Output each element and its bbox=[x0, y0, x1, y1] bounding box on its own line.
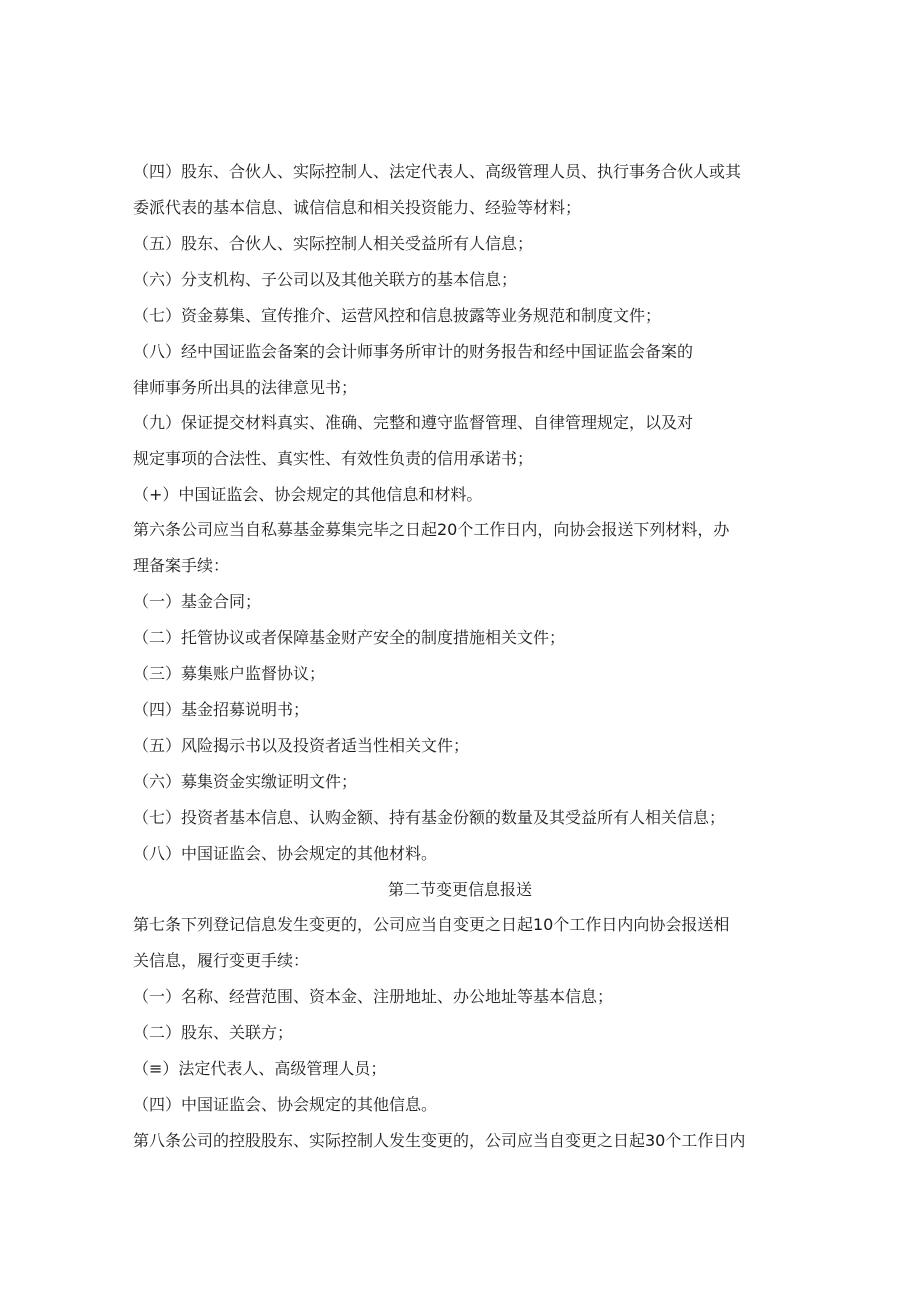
clause-item-9: （九）保证提交材料真实、准确、完整和遵守监督管理、自律管理规定，以及对 bbox=[133, 413, 694, 432]
section-heading: 第二节变更信息报送 bbox=[387, 880, 532, 899]
article-6-cont: 理备案手续： bbox=[133, 556, 230, 575]
clause-item-4: （四）股东、合伙人、实际控制人、法定代表人、高级管理人员、执行事务合伙人或其 bbox=[133, 162, 742, 181]
clause-item-6: （六）分支机构、子公司以及其他关联方的基本信息； bbox=[133, 270, 518, 289]
clause-item-9-cont: 规定事项的合法性、真实性、有效性负责的信用承诺书； bbox=[133, 449, 534, 468]
clause-item-7: （七）资金募集、宣传推介、运营风控和信息披露等业务规范和制度文件； bbox=[133, 306, 662, 325]
clause-item-8: （八）经中国证监会备案的会计师事务所审计的财务报告和经中国证监会备案的 bbox=[133, 342, 694, 361]
article-6: 第六条公司应当自私募基金募集完毕之日起20个工作日内，向协会报送下列材料，办 bbox=[133, 520, 730, 539]
clause-item-5: （五）股东、合伙人、实际控制人相关受益所有人信息； bbox=[133, 234, 534, 253]
article-6-item-4: （四）基金招募说明书； bbox=[133, 700, 310, 719]
article-7-item-1: （一）名称、经营范围、资本金、注册地址、办公地址等基本信息； bbox=[133, 987, 614, 1006]
article-6-item-6: （六）募集资金实缴证明文件； bbox=[133, 772, 358, 791]
article-6-item-7: （七）投资者基本信息、认购金额、持有基金份额的数量及其受益所有人相关信息； bbox=[133, 808, 726, 827]
article-7-item-3: （≡）法定代表人、高级管理人员； bbox=[133, 1059, 387, 1078]
article-8: 第八条公司的控股股东、实际控制人发生变更的，公司应当自变更之日起30个工作日内 bbox=[133, 1131, 746, 1150]
article-7-item-4: （四）中国证监会、协会规定的其他信息。 bbox=[133, 1095, 438, 1114]
article-7-cont: 关信息，履行变更手续： bbox=[133, 951, 310, 970]
clause-item-10: （+）中国证监会、协会规定的其他信息和材料。 bbox=[133, 485, 483, 504]
clause-item-8-cont: 律师事务所出具的法律意见书； bbox=[133, 378, 358, 397]
article-6-item-1: （一）基金合同； bbox=[133, 592, 262, 611]
clause-item-4-cont: 委派代表的基本信息、诚信信息和相关投资能力、经验等材料； bbox=[133, 198, 582, 217]
article-7-item-2: （二）股东、关联方； bbox=[133, 1023, 294, 1042]
article-6-item-8: （八）中国证监会、协会规定的其他材料。 bbox=[133, 844, 438, 863]
article-6-item-5: （五）风险揭示书以及投资者适当性相关文件； bbox=[133, 736, 470, 755]
article-6-item-3: （三）募集账户监督协议； bbox=[133, 664, 326, 683]
article-7: 第七条下列登记信息发生变更的，公司应当自变更之日起10个工作日内向协会报送相 bbox=[133, 915, 730, 934]
article-6-item-2: （二）托管协议或者保障基金财产安全的制度措施相关文件； bbox=[133, 628, 566, 647]
